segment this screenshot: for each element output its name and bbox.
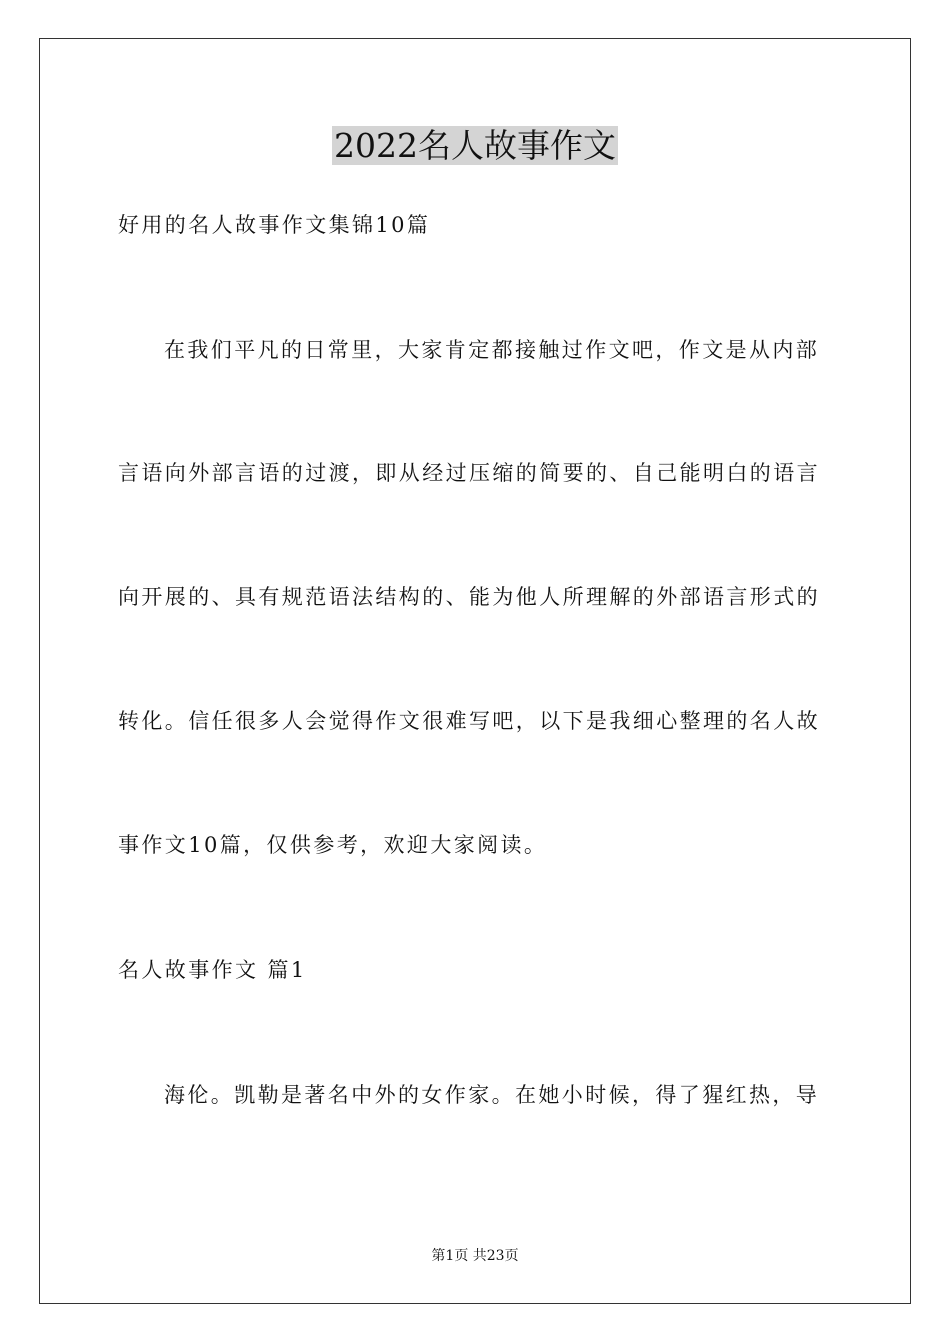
section-heading: 名人故事作文 篇1 — [118, 958, 307, 982]
paragraph-line: 在我们平凡的日常里，大家肯定都接触过作文吧，作文是从内部 — [164, 338, 820, 362]
page-number: 第1页 共23页 — [431, 1248, 519, 1264]
paragraph-line: 向开展的、具有规范语法结构的、能为他人所理解的外部语言形式的 — [118, 585, 820, 609]
paragraph-line: 事作文10篇，仅供参考，欢迎大家阅读。 — [118, 833, 548, 857]
document-subtitle: 好用的名人故事作文集锦10篇 — [118, 213, 431, 237]
paragraph-line: 转化。信任很多人会觉得作文很难写吧，以下是我细心整理的名人故 — [118, 709, 820, 733]
document-title-text: 2022名人故事作文 — [334, 126, 616, 165]
paragraph-line: 言语向外部言语的过渡，即从经过压缩的简要的、自己能明白的语言 — [118, 461, 820, 485]
paragraph-line: 海伦。凯勒是著名中外的女作家。在她小时候，得了猩红热，导 — [164, 1083, 820, 1107]
document-title — [0, 122, 950, 170]
